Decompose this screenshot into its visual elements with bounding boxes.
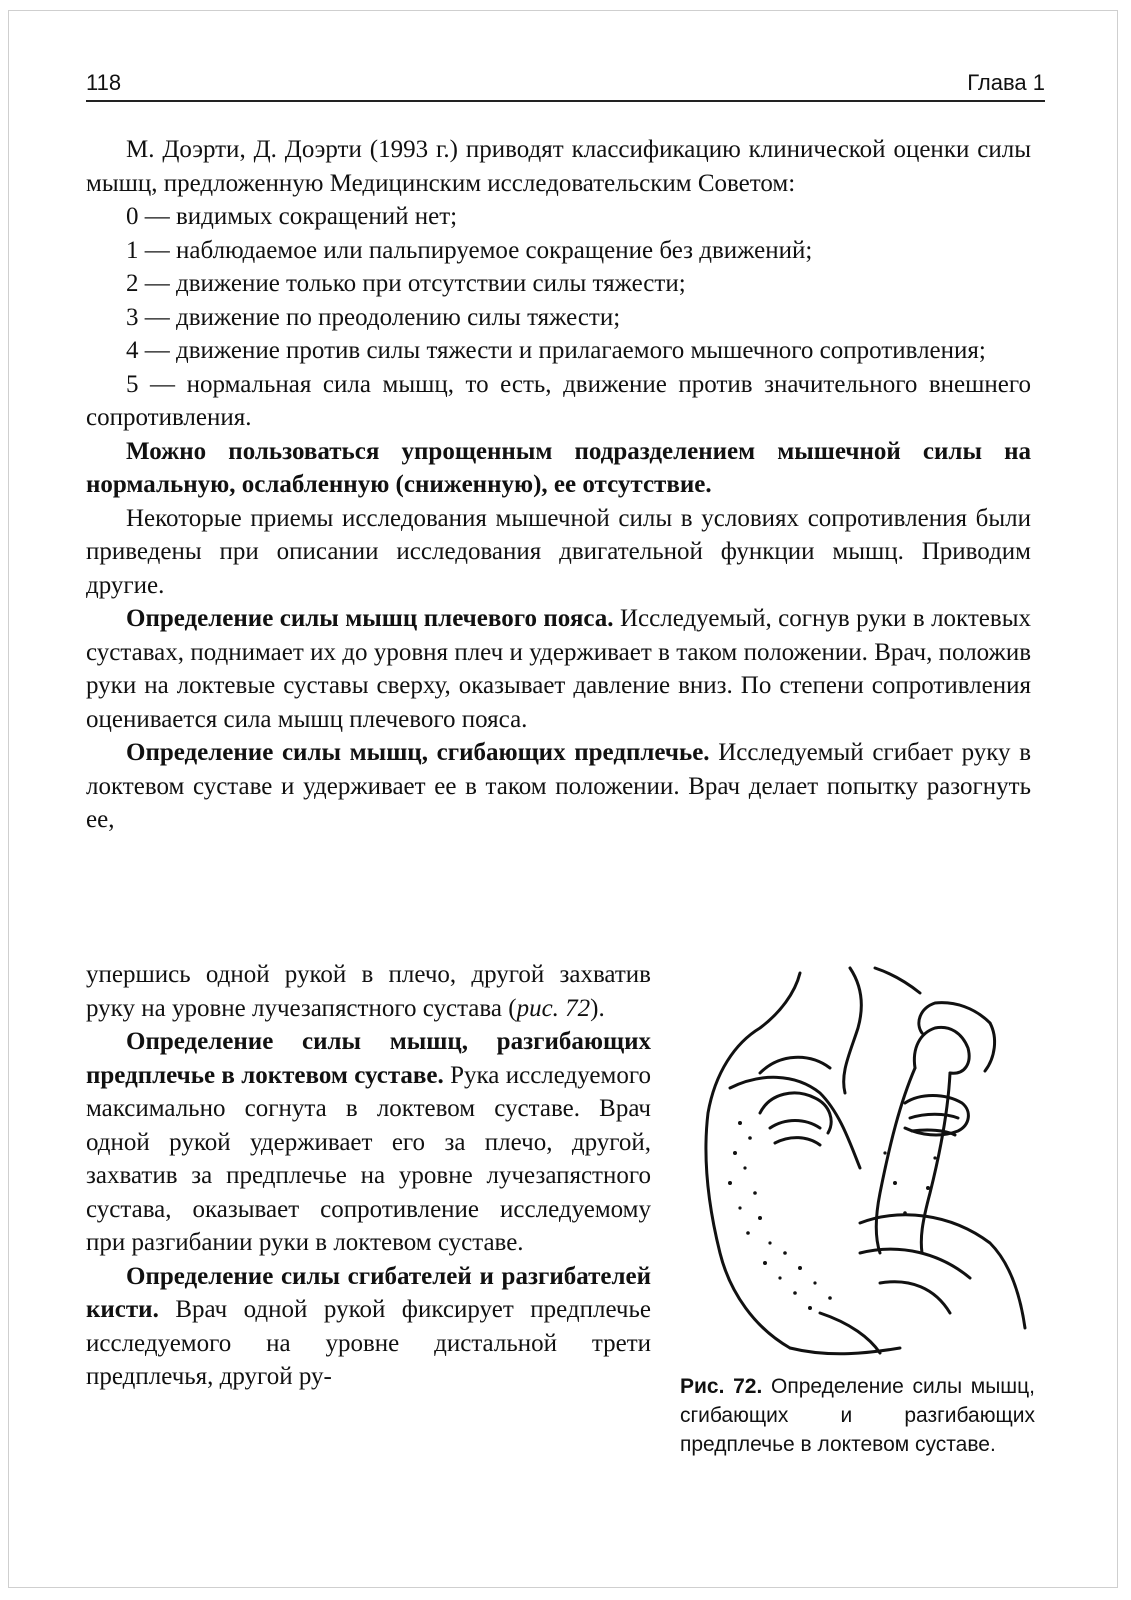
flexor-continuation bbox=[86, 958, 651, 1025]
grade-item-3: 3 — движение по преодолению силы тяжести; bbox=[126, 303, 621, 331]
running-header bbox=[86, 66, 1045, 102]
flexor-cont-text: упершись одной рукой в плечо, другой захватив руку на уровне лучезапястного сустава ( bbox=[86, 961, 651, 1022]
extensor-heading: Определение силы мышц, разгибающих предплечье в локтевом суставе. bbox=[86, 1028, 651, 1089]
body-text-left bbox=[86, 958, 651, 1394]
grade-item-5: 5 — нормальная сила мышц, то есть, движение против значительного внешнего сопротивления. bbox=[86, 370, 1031, 431]
body-text-top bbox=[86, 133, 1031, 837]
figure-caption-text: Определение силы мышц, сгибающих и разгибающих предплечье в локтевом суставе. bbox=[680, 1375, 1035, 1456]
flexor-heading: Определение силы мышц, сгибающих предплечье. bbox=[126, 739, 710, 766]
chapter-title: Глава 1 bbox=[967, 70, 1045, 95]
grade-item-1: 1 — наблюдаемое или пальпируемое сокращение без движений; bbox=[126, 236, 813, 264]
wrist-paragraph bbox=[86, 1260, 651, 1394]
simplified-bold: Можно пользоваться упрощенным подразделением мышечной силы на нормальную, ослабленную (сниженную), ее отсутствие. bbox=[86, 437, 1031, 498]
arm-examination-drawing bbox=[700, 953, 1040, 1363]
figure-reference: рис. 72 bbox=[516, 994, 591, 1022]
flexor-paragraph bbox=[86, 736, 1031, 837]
shoulder-text: Исследуемый, согнув руки в локтевых суставах, поднимает их до уровня плеч и удерживает в таком положении. Врач, положив руки на локтевые суставы сверху, оказывает давление вниз. По степени сопротивления оценивается сила мышц плечевого пояса. bbox=[86, 605, 1031, 733]
grade-item-0: 0 — видимых сокращений нет; bbox=[126, 203, 458, 230]
flexor-text: Исследуемый сгибает руку в локтевом суставе и удерживает ее в таком положении. Врач делает попытку разогнуть ее, bbox=[86, 739, 1031, 833]
flexor-end-text: ). bbox=[590, 994, 605, 1022]
extensor-paragraph bbox=[86, 1025, 651, 1260]
figure-label: Рис. 72. bbox=[680, 1375, 763, 1398]
page-number: 118 bbox=[86, 70, 122, 95]
figure-caption bbox=[680, 1372, 1035, 1459]
grade-item-4: 4 — движение против силы тяжести и прилагаемого мышечного сопротивления; bbox=[126, 337, 986, 364]
shoulder-heading: Определение силы мышц плечевого пояса. bbox=[126, 605, 614, 632]
wrist-heading: Определение силы сгибателей и разгибателей кисти. bbox=[86, 1262, 651, 1323]
extensor-text: Рука исследуемого максимально согнута в локтевом суставе. Врач одной рукой удерживает его за плечо, другой, захватив за предплечье на уровне лучезапястного сустава, оказывает сопротивление исследуемому при разгибании руки в локтевом суставе. bbox=[86, 1061, 651, 1256]
wrist-text: Врач одной рукой фиксирует предплечье исследуемого на уровне дистальной трети предплечья, другой ру- bbox=[86, 1296, 651, 1390]
intro-paragraph: М. Доэрти, Д. Доэрти (1993 г.) приводят классификацию клинической оценки силы мышц, предложенную Медицинским исследовательским Советом: bbox=[86, 136, 1031, 197]
simplified-paragraph bbox=[86, 435, 1031, 502]
grade-item-2: 2 — движение только при отсутствии силы тяжести; bbox=[126, 270, 686, 297]
figure-72-illustration bbox=[700, 953, 1040, 1363]
shoulder-paragraph bbox=[86, 602, 1031, 736]
methods-paragraph: Некоторые приемы исследования мышечной силы в условиях сопротивления были приведены при описании исследования двигательной функции мышц. Приводим другие. bbox=[86, 504, 1031, 599]
